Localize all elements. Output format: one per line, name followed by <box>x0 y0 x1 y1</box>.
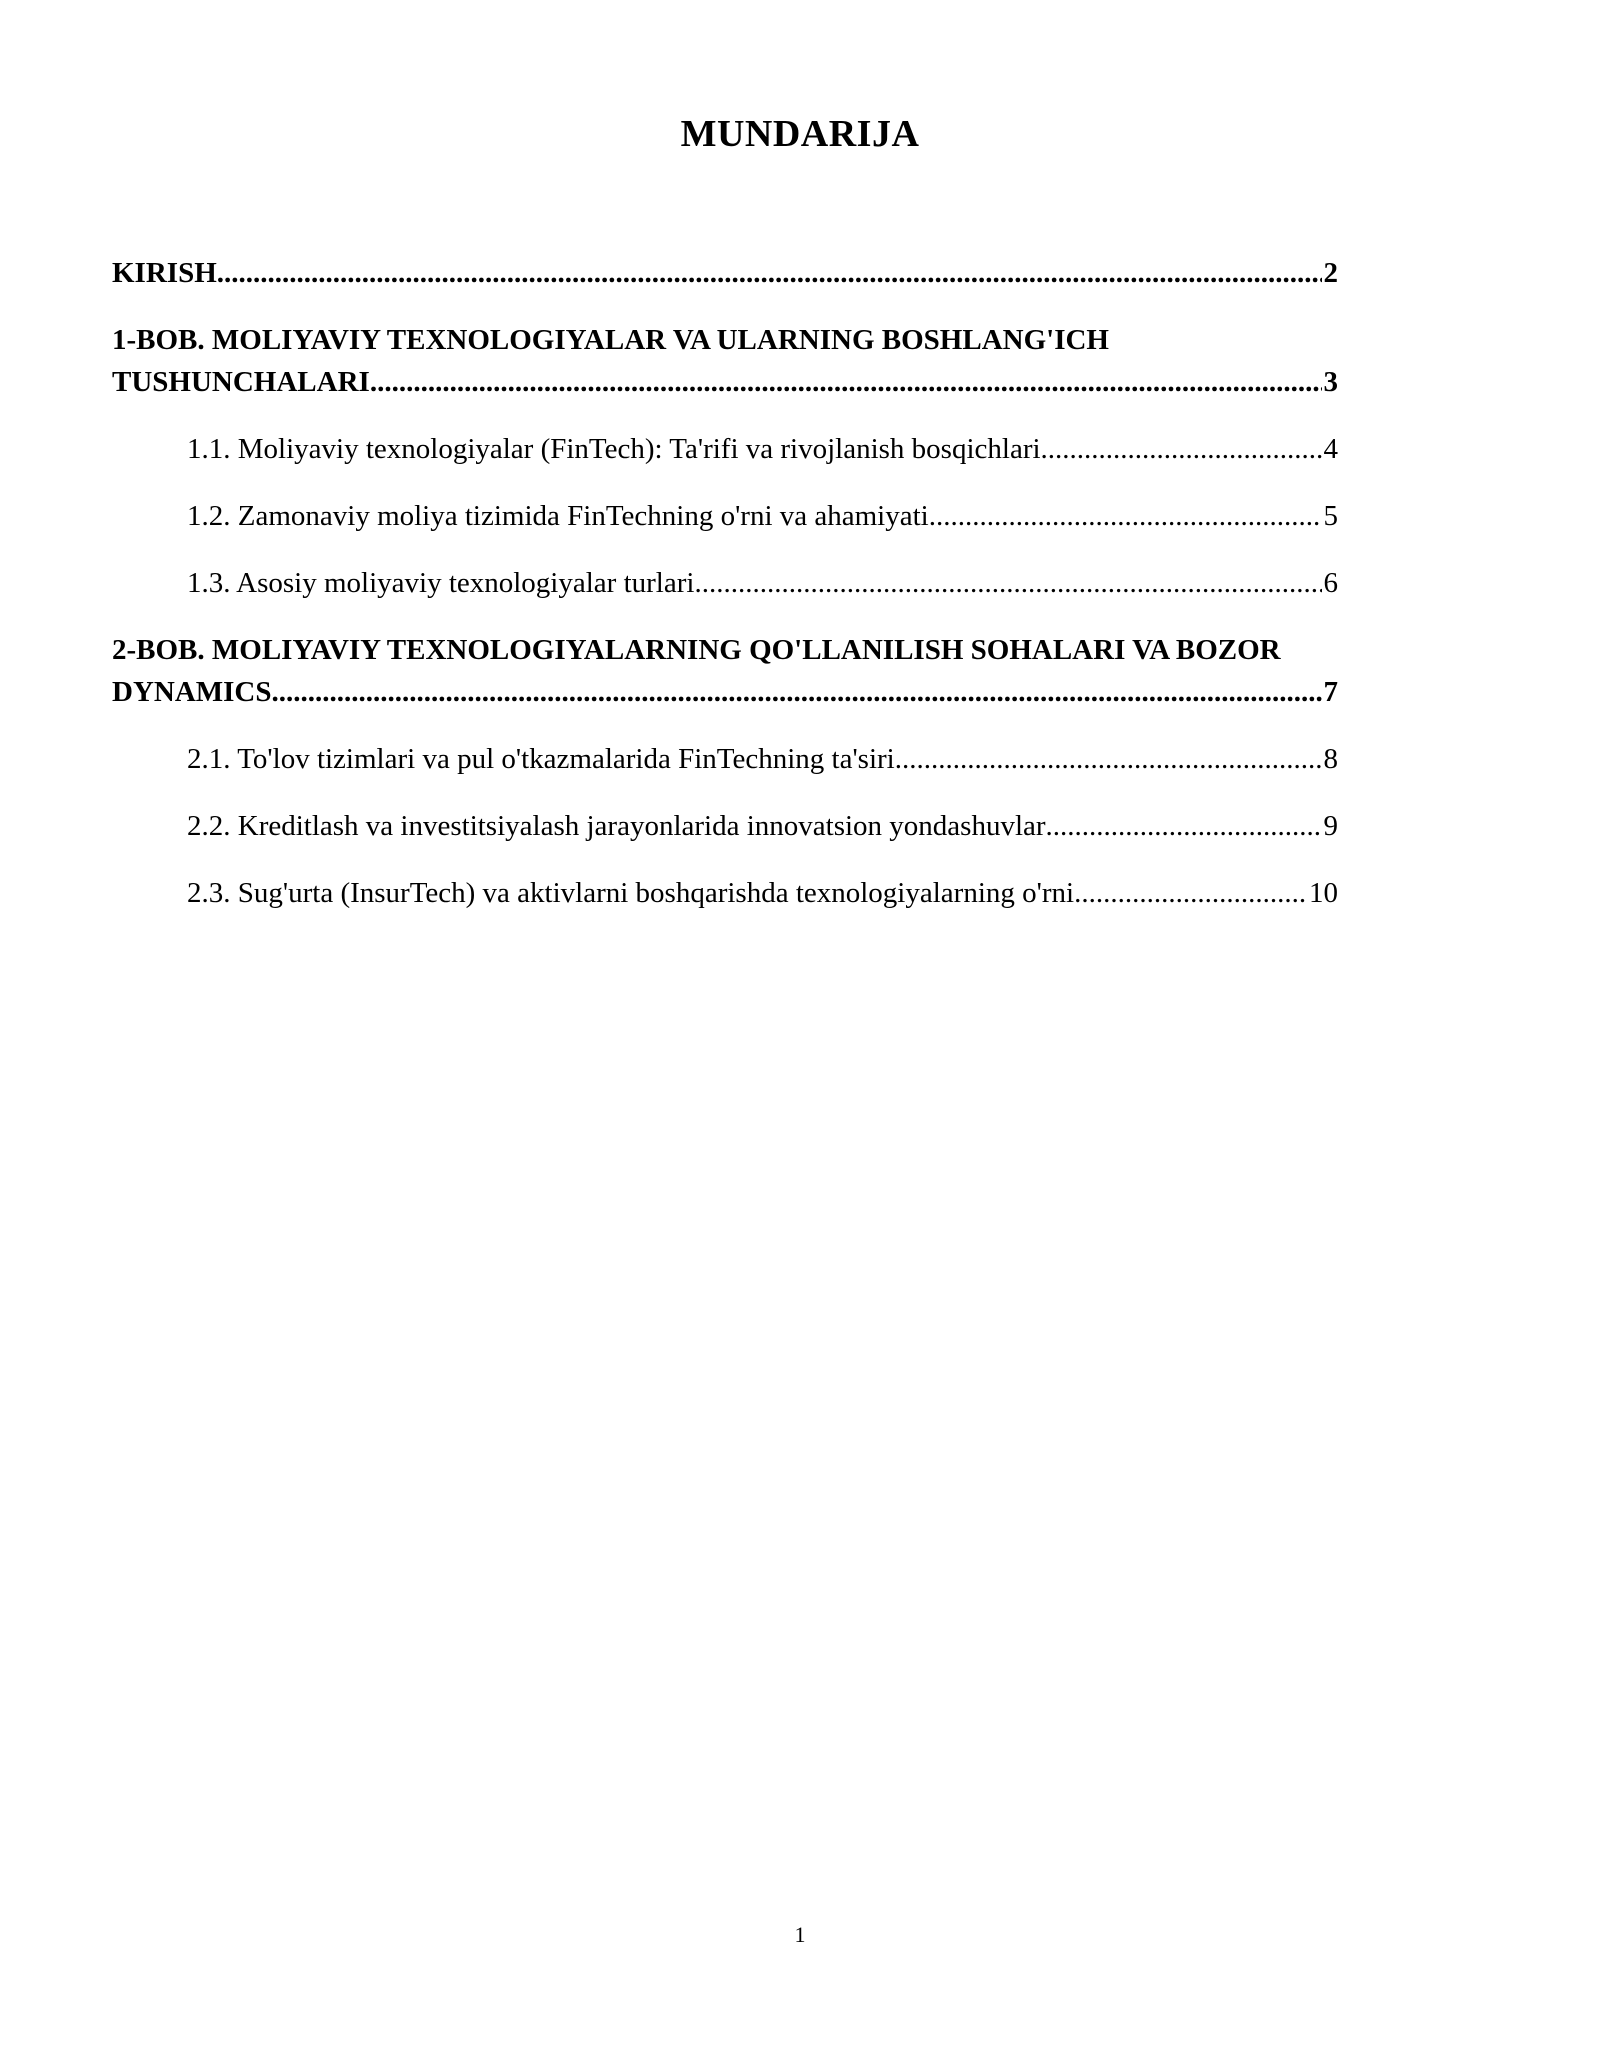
toc-entry-title: 1.3. Asosiy moliyaviy texnologiyalar turlari <box>187 567 695 599</box>
toc-page-number: 3 <box>1323 366 1338 398</box>
toc-entry-title-line-2: TUSHUNCHALARI <box>112 366 370 398</box>
toc-page-number: 7 <box>1323 676 1338 708</box>
dot-leader <box>217 252 1322 294</box>
toc-page-number: 4 <box>1323 433 1338 465</box>
toc-entry-section-2-3[interactable] <box>112 872 1338 914</box>
toc-entry-title: 1.1. Moliyaviy texnologiyalar (FinTech): Ta'rifi va rivojlanish bosqichlari <box>187 433 1041 465</box>
toc-page-number: 5 <box>1323 500 1338 532</box>
toc-entry-title-line-1: 1-BOB. MOLIYAVIY TEXNOLOGIYALAR VA ULARNING BOSHLANG'ICH <box>112 324 1109 356</box>
dot-leader <box>895 738 1322 780</box>
page-number-footer: 1 <box>794 1922 806 1947</box>
toc-entry-title-line-1: 2-BOB. MOLIYAVIY TEXNOLOGIYALARNING QO'LLANILISH SOHALARI VA BOZOR <box>112 634 1281 666</box>
toc-page-number: 10 <box>1309 877 1338 909</box>
dot-leader <box>370 361 1322 403</box>
toc-entry-title-line-2: DYNAMICS <box>112 676 272 708</box>
dot-leader <box>929 495 1322 537</box>
toc-page-number: 8 <box>1323 743 1338 775</box>
toc-entry-section-1-3[interactable] <box>112 562 1338 604</box>
dot-leader <box>272 671 1322 713</box>
dot-leader <box>694 562 1321 604</box>
toc-entry-title: 1.2. Zamonaviy moliya tizimida FinTechning o'rni va ahamiyati <box>187 500 929 532</box>
toc-entry-chapter-2[interactable] <box>112 629 1338 713</box>
toc-page-number: 9 <box>1323 810 1338 842</box>
toc-entry-title: 2.1. To'lov tizimlari va pul o'tkazmalarida FinTechning ta'siri <box>187 743 895 775</box>
toc-entry-title: KIRISH <box>112 257 217 289</box>
toc-page-number: 6 <box>1323 567 1338 599</box>
toc-page-number: 2 <box>1323 257 1338 289</box>
page-title: MUNDARIJA <box>680 113 920 155</box>
dot-leader <box>1041 428 1322 470</box>
dot-leader <box>1074 872 1307 914</box>
dot-leader <box>1046 805 1322 847</box>
toc-entry-kirish[interactable] <box>112 252 1338 294</box>
toc-entry-title: 2.3. Sug'urta (InsurTech) va aktivlarni boshqarishda texnologiyalarning o'rni <box>187 877 1075 909</box>
toc-entry-section-2-2[interactable] <box>112 805 1338 847</box>
toc-entry-title: 2.2. Kreditlash va investitsiyalash jarayonlarida innovatsion yondashuvlar <box>187 810 1046 842</box>
toc-entry-section-1-1[interactable] <box>112 428 1338 470</box>
toc-entry-section-2-1[interactable] <box>112 738 1338 780</box>
toc-entry-chapter-1[interactable] <box>112 319 1338 403</box>
toc-entry-section-1-2[interactable] <box>112 495 1338 537</box>
table-of-contents <box>112 252 1338 939</box>
